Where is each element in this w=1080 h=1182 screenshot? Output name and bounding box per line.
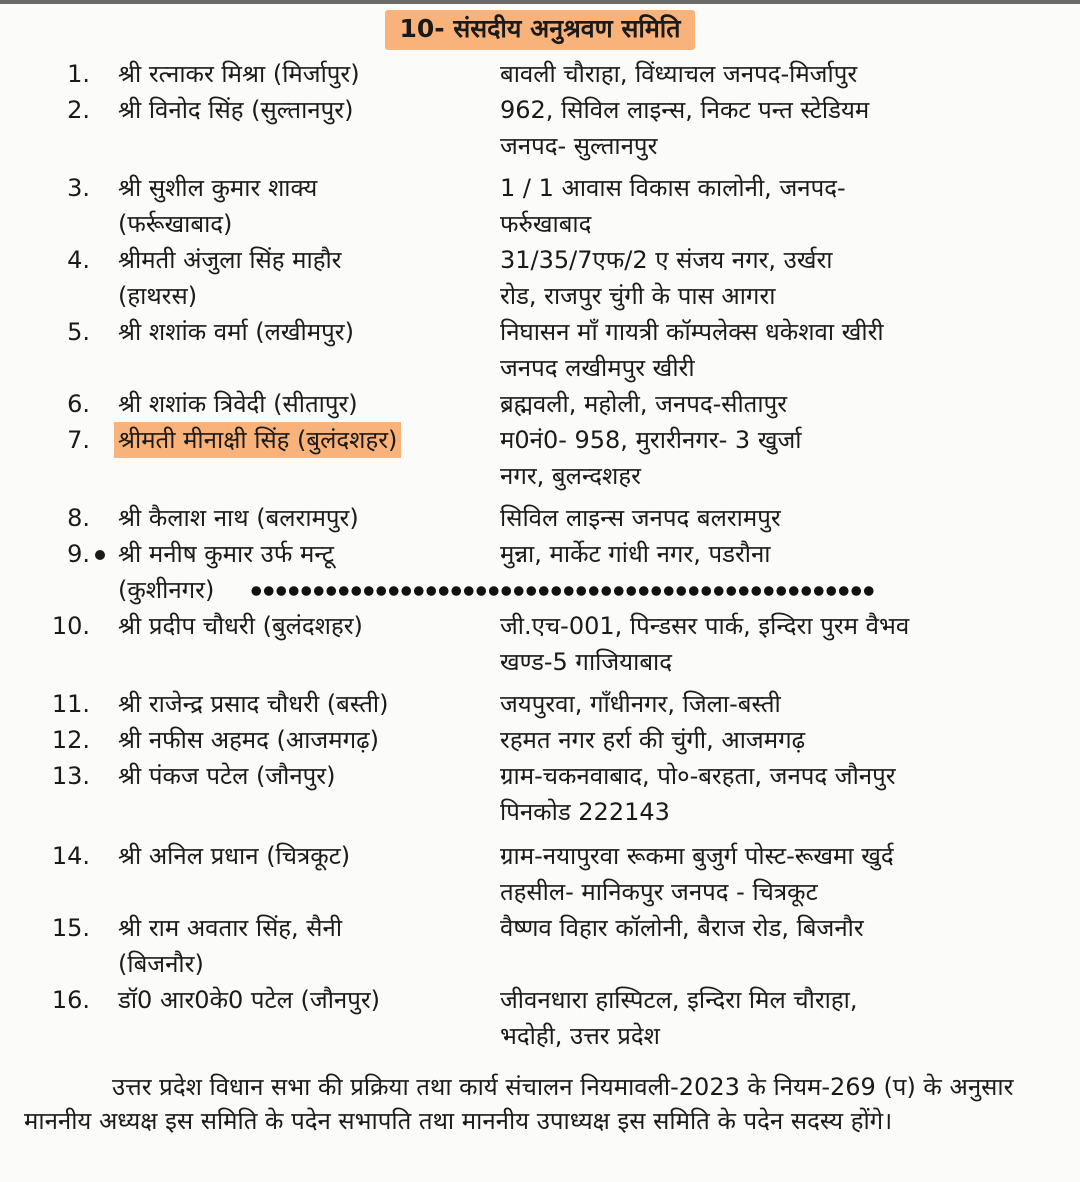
bullet-dot-icon — [95, 550, 105, 560]
member-line — [0, 500, 1080, 536]
member-line — [0, 314, 1080, 350]
member-line — [0, 686, 1080, 722]
member-name: श्री विनोद सिंह (सुल्तानपुर) — [118, 96, 354, 124]
member-line — [0, 644, 1080, 680]
member-address: सिविल लाइन्स जनपद बलरामपुर — [500, 504, 781, 532]
member-name: श्री राजेन्द्र प्रसाद चौधरी (बस्ती) — [118, 690, 389, 718]
member-name: श्री शशांक वर्मा (लखीमपुर) — [118, 318, 354, 346]
member-line — [0, 722, 1080, 758]
member-address: जी.एच-001, पिन्डसर पार्क, इन्दिरा पुरम वैभव — [500, 612, 910, 640]
member-name: श्री शशांक त्रिवेदी (सीतापुर) — [118, 390, 358, 418]
member-address: ग्राम-नयापुरवा रूकमा बुजुर्ग पोस्ट-रूखमा खुर्द — [500, 842, 894, 870]
member-number: 6. — [67, 390, 90, 418]
member-line — [0, 242, 1080, 278]
member-line — [0, 982, 1080, 1018]
member-name: श्री नफीस अहमद (आजमगढ़) — [118, 726, 379, 754]
member-name: श्री रत्नाकर मिश्रा (मिर्जापुर) — [118, 60, 360, 88]
member-address: मुन्ना, मार्केट गांधी नगर, पडरौना — [500, 540, 771, 568]
member-address: जयपुरवा, गाँधीनगर, जिला-बस्ती — [500, 690, 781, 718]
member-address: खण्ड-5 गाजियाबाद — [500, 648, 672, 676]
member-line — [0, 794, 1080, 830]
member-line — [0, 278, 1080, 314]
member-address: निघासन माँ गायत्री कॉम्पलेक्स धकेशवा खीरी — [500, 318, 884, 346]
member-line — [0, 422, 1080, 458]
member-number: 13. — [51, 762, 90, 790]
member-number: 12. — [51, 726, 90, 754]
member-address: फर्रुखाबाद — [500, 210, 592, 238]
member-number: 16. — [51, 986, 90, 1014]
member-name: श्री अनिल प्रधान (चित्रकूट) — [118, 842, 351, 870]
member-name: डॉ0 आर0के0 पटेल (जौनपुर) — [118, 986, 381, 1014]
member-name: श्री कैलाश नाथ (बलरामपुर) — [118, 504, 359, 532]
member-line — [0, 92, 1080, 128]
member-address: पिनकोड 222143 — [500, 798, 670, 826]
member-address: म0नं0- 958, मुरारीनगर- 3 खुर्जा — [500, 426, 802, 454]
member-address: तहसील- मानिकपुर जनपद - चित्रकूट — [500, 878, 818, 906]
member-line — [0, 608, 1080, 644]
member-number: 15. — [51, 914, 90, 942]
member-address: 1 / 1 आवास विकास कालोनी, जनपद- — [500, 174, 846, 202]
footer-note: उत्तर प्रदेश विधान सभा की प्रक्रिया तथा कार्य संचालन नियमावली-2023 के नियम-269 (प) के अनुसार माननीय अध्यक्ष इस समिति के पदेन सभापति तथा माननीय उपाध्यक्ष इस समिति के पदेन सदस्य होंगे। — [24, 1073, 1014, 1135]
member-line — [0, 572, 1080, 608]
member-line — [0, 128, 1080, 164]
member-line — [0, 458, 1080, 494]
member-number: 14. — [51, 842, 90, 870]
member-address: रहमत नगर हर्रा की चुंगी, आजमगढ़ — [500, 726, 806, 754]
member-number: 7. — [67, 426, 90, 454]
member-number: 2. — [67, 96, 90, 124]
member-name: श्री प्रदीप चौधरी (बुलंदशहर) — [118, 612, 363, 640]
member-list — [0, 56, 1080, 1054]
top-border — [0, 0, 1080, 4]
member-line — [0, 874, 1080, 910]
member-address: 31/35/7एफ/2 ए संजय नगर, उर्खरा — [500, 246, 833, 274]
member-number: 8. — [67, 504, 90, 532]
member-address: बावली चौराहा, विंध्याचल जनपद-मिर्जापुर — [500, 60, 858, 88]
member-line — [0, 350, 1080, 386]
entry-spacer — [0, 830, 1080, 838]
member-name: श्रीमती अंजुला सिंह माहौर — [118, 246, 342, 274]
member-number: 11. — [51, 690, 90, 718]
dotted-separator — [250, 585, 874, 597]
member-number: 4. — [67, 246, 90, 274]
page-title: 10- संसदीय अनुश्रवण समिति — [385, 10, 694, 50]
member-line — [0, 536, 1080, 572]
member-name: श्री सुशील कुमार शाक्य — [118, 174, 318, 202]
member-number: 10. — [51, 612, 90, 640]
member-name: (कुशीनगर) — [118, 576, 215, 604]
member-number: 1. — [67, 60, 90, 88]
member-address: जनपद लखीमपुर खीरी — [500, 354, 695, 382]
member-name: श्री राम अवतार सिंह, सैनी — [118, 914, 343, 942]
member-name: (फर्रूखाबाद) — [118, 210, 233, 238]
member-address: ब्रह्मवली, महोली, जनपद-सीतापुर — [500, 390, 788, 418]
member-line — [0, 170, 1080, 206]
member-number: 9. — [67, 540, 90, 568]
member-line — [0, 1018, 1080, 1054]
member-line — [0, 910, 1080, 946]
title-wrap — [0, 10, 1080, 50]
member-address: वैष्णव विहार कॉलोनी, बैराज रोड, बिजनौर — [500, 914, 864, 942]
member-address: जीवनधारा हास्पिटल, इन्दिरा मिल चौराहा, — [500, 986, 858, 1014]
member-line — [0, 206, 1080, 242]
member-name: (हाथरस) — [118, 282, 198, 310]
member-address: ग्राम-चकनवाबाद, पो०-बरहता, जनपद जौनपुर — [500, 762, 896, 790]
member-address: 962, सिविल लाइन्स, निकट पन्त स्टेडियम — [500, 96, 870, 124]
member-line — [0, 386, 1080, 422]
member-name: श्री मनीष कुमार उर्फ मन्टू — [118, 540, 334, 568]
member-address: जनपद- सुल्तानपुर — [500, 132, 658, 160]
member-name: श्रीमती मीनाक्षी सिंह (बुलंदशहर) — [114, 422, 401, 458]
member-address: नगर, बुलन्दशहर — [500, 462, 641, 490]
member-line — [0, 838, 1080, 874]
member-address: भदोही, उत्तर प्रदेश — [500, 1022, 660, 1050]
member-name: श्री पंकज पटेल (जौनपुर) — [118, 762, 336, 790]
member-number: 3. — [67, 174, 90, 202]
member-line — [0, 56, 1080, 92]
member-address: रोड, राजपुर चुंगी के पास आगरा — [500, 282, 776, 310]
member-number: 5. — [67, 318, 90, 346]
member-line — [0, 946, 1080, 982]
member-line — [0, 758, 1080, 794]
member-name: (बिजनौर) — [118, 950, 204, 978]
